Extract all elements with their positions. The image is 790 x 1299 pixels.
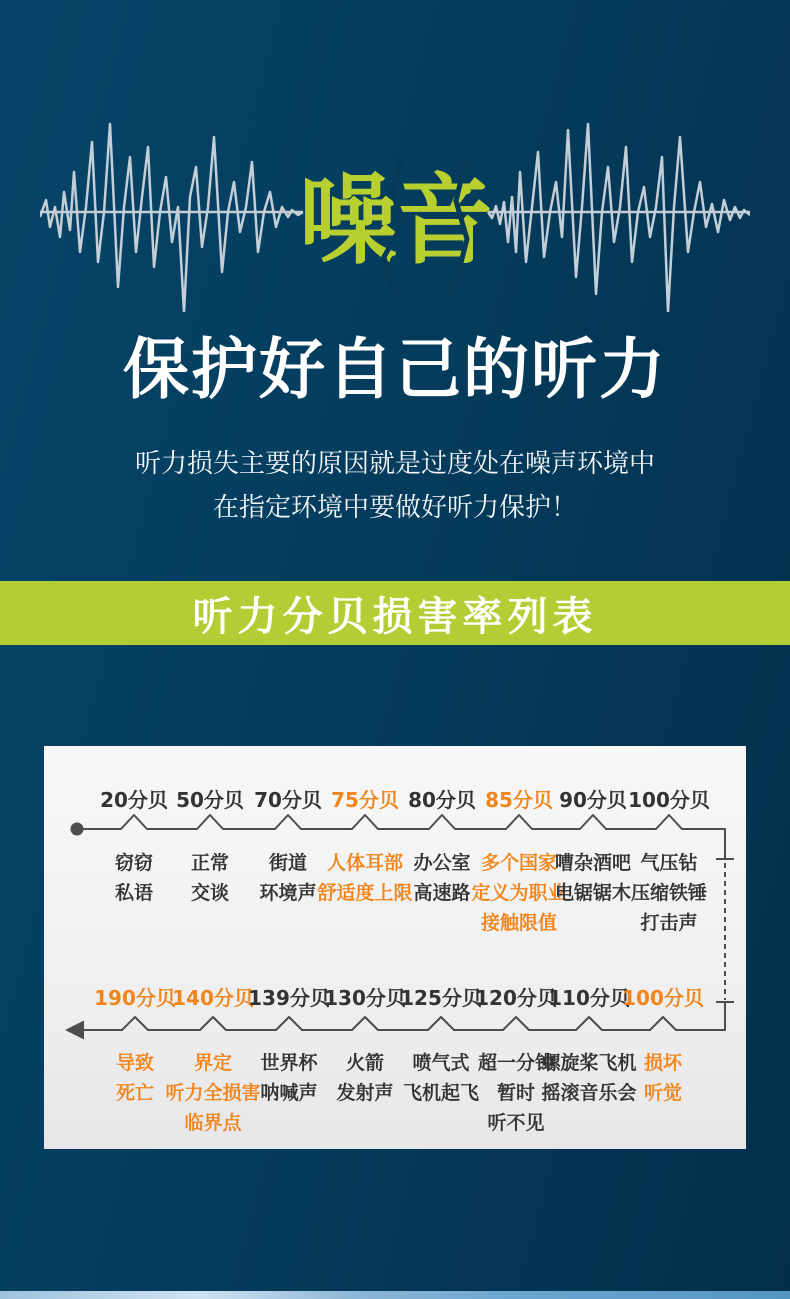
top_row-db-desc-0: 窃窃 私语: [114, 852, 154, 904]
bottom_row-db-desc-0: 导致 死亡: [115, 1052, 155, 1104]
top_row-db-desc-3: 人体耳部 舒适度上限: [317, 852, 413, 904]
top_row-db-label-4: 80分贝: [408, 788, 476, 812]
bottom_row-db-label-7: 100分贝: [622, 986, 704, 1010]
bottom_row-db-label-5: 120分贝: [475, 986, 557, 1010]
top_row-db-label-7: 100分贝: [628, 788, 710, 812]
bottom_row-db-label-4: 125分贝: [400, 986, 482, 1010]
top_row-db-desc-7: 气压钻 压缩铁锤 打击声: [630, 852, 708, 934]
bottom_row-db-desc-5: 超一分钟 暂时 听不见: [477, 1052, 555, 1134]
bottom_row-db-desc-3: 火箭 发射声: [336, 1052, 394, 1104]
page-title: 保护好自己的听力: [123, 331, 667, 408]
subtitle-line-2: 在指定环境中要做好听力保护！: [212, 493, 577, 523]
top_row-db-desc-6: 嘈杂酒吧 电锯锯木: [554, 852, 632, 904]
top_row-db-label-6: 90分贝: [559, 788, 627, 812]
timeline-end-arrow-icon: [65, 1021, 84, 1040]
subtitle-line-1: 听力损失主要的原因就是过度处在噪声环境中: [134, 449, 655, 479]
top_row-db-label-5: 85分贝: [485, 788, 553, 812]
top_row-db-desc-4: 办公室 高速路: [413, 852, 471, 904]
timeline-start-dot: [71, 823, 84, 836]
footer-stripe: [0, 1291, 790, 1299]
bottom_row-db-desc-2: 世界杯 呐喊声: [260, 1052, 318, 1104]
top_row-db-desc-1: 正常 交谈: [190, 852, 230, 904]
decibel-card: [44, 746, 746, 1149]
top_row-db-label-2: 70分贝: [254, 788, 322, 812]
section-banner: [0, 581, 790, 645]
bottom_row-db-label-0: 190分贝: [94, 986, 176, 1010]
bottom_row-db-desc-7: 损坏 听觉: [643, 1052, 683, 1104]
logo-crack-icon: [290, 155, 500, 300]
noise-logo: 噪音: [298, 164, 491, 278]
page-subtitle: [0, 442, 790, 530]
bottom_row-db-label-3: 130分贝: [324, 986, 406, 1010]
top_row-db-label-3: 75分贝: [331, 788, 399, 812]
bottom_row-db-label-6: 110分贝: [548, 986, 630, 1010]
top_row-db-desc-5: 多个国家 定义为职业 接触限值: [471, 852, 567, 934]
top_row-db-label-0: 20分贝: [100, 788, 168, 812]
bottom_row-db-label-2: 139分贝: [248, 986, 330, 1010]
top_row-db-label-1: 50分贝: [176, 788, 244, 812]
top_row-db-desc-2: 街道 环境声: [259, 852, 317, 904]
bottom_row-db-label-1: 140分贝: [172, 986, 254, 1010]
banner-title: 听力分贝损害率列表: [192, 593, 598, 640]
bottom_row-db-desc-1: 界定 听力全损害 临界点: [165, 1052, 261, 1134]
bottom_row-db-desc-4: 喷气式 飞机起飞: [402, 1052, 480, 1104]
bottom_row-db-desc-6: 螺旋桨飞机 摇滚音乐会: [541, 1052, 637, 1104]
